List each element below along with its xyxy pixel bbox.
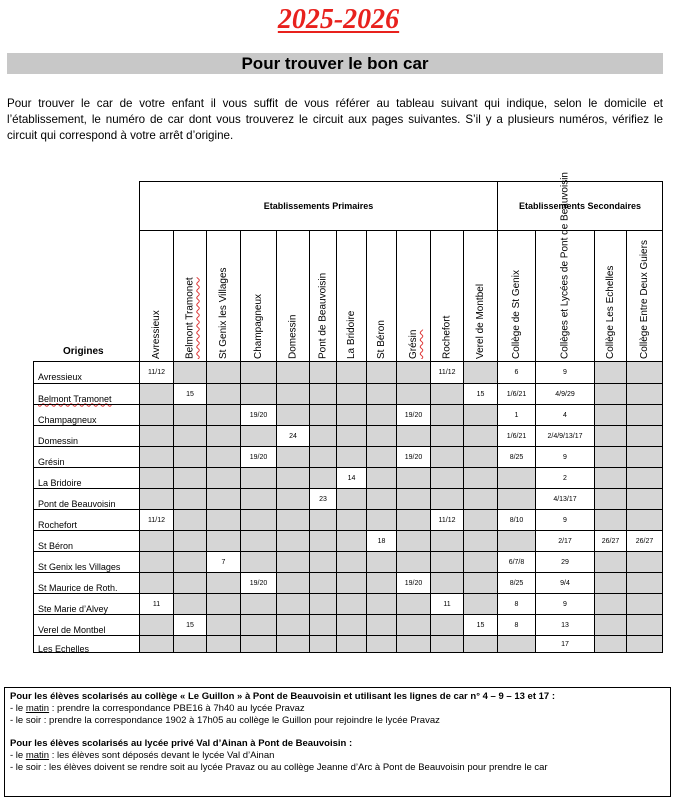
table-cell — [276, 467, 310, 489]
table-cell: 4 — [535, 404, 595, 426]
guillon-note-evening: - le soir : prendre la correspondance 1902 à 17h05 au collège le Guillon pour rejoindre le lycée Pravaz — [10, 715, 440, 726]
table-cell — [309, 509, 337, 531]
table-cell — [139, 467, 174, 489]
table-cell — [336, 488, 367, 510]
table-cell — [463, 509, 498, 531]
table-cell — [240, 488, 277, 510]
table-cell — [430, 614, 464, 636]
table-cell — [626, 593, 663, 615]
table-cell — [594, 425, 627, 447]
column-header-label: Collège de St Genix — [511, 270, 522, 359]
column-header — [240, 230, 277, 362]
table-cell — [173, 635, 207, 653]
table-cell — [366, 551, 397, 573]
table-cell — [594, 614, 627, 636]
row-label-cell — [33, 551, 140, 573]
row-origin-label: Ste Marie d’Alvey — [38, 603, 109, 614]
table-cell — [173, 425, 207, 447]
row-label-cell — [33, 488, 140, 510]
table-cell — [276, 446, 310, 468]
ainan-note-morning — [10, 750, 665, 762]
table-cell — [463, 446, 498, 468]
table-cell: 11/12 — [430, 361, 464, 384]
row-label-cell — [33, 404, 140, 426]
table-cell — [366, 635, 397, 653]
table-cell — [626, 446, 663, 468]
column-header — [396, 230, 431, 362]
table-cell: 14 — [336, 467, 367, 489]
table-cell — [430, 551, 464, 573]
table-cell — [626, 404, 663, 426]
table-cell: 15 — [463, 614, 498, 636]
table-cell — [366, 404, 397, 426]
table-cell — [139, 383, 174, 405]
table-cell — [240, 551, 277, 573]
column-header — [336, 230, 367, 362]
table-cell: 2/17 — [535, 530, 595, 552]
column-header-label: Collège Les Echelles — [605, 265, 616, 359]
row-origin-label: Les Echelles — [38, 643, 90, 654]
row-label-cell — [33, 446, 140, 468]
table-cell — [594, 404, 627, 426]
row-origin-label: Domessin — [38, 435, 79, 446]
table-cell — [173, 509, 207, 531]
table-cell — [139, 551, 174, 573]
table-cell — [396, 551, 431, 573]
table-cell — [276, 404, 310, 426]
table-cell — [309, 551, 337, 573]
table-cell — [173, 404, 207, 426]
table-cell — [497, 467, 536, 489]
table-cell — [366, 509, 397, 531]
table-cell — [594, 467, 627, 489]
table-cell — [206, 530, 241, 552]
row-origin-label: Rochefort — [38, 519, 78, 530]
table-cell — [336, 551, 367, 573]
table-cell — [139, 614, 174, 636]
table-cell — [240, 530, 277, 552]
table-cell — [336, 593, 367, 615]
table-cell — [173, 551, 207, 573]
row-label-cell — [33, 572, 140, 594]
table-cell — [594, 572, 627, 594]
table-cell: 8/25 — [497, 572, 536, 594]
table-cell: 29 — [535, 551, 595, 573]
table-cell — [396, 614, 431, 636]
table-cell — [594, 488, 627, 510]
column-header — [497, 230, 536, 362]
column-header — [276, 230, 310, 362]
table-cell — [309, 572, 337, 594]
table-cell — [336, 530, 367, 552]
table-cell — [430, 530, 464, 552]
row-origin-label: Belmont Tramonet — [38, 393, 112, 404]
table-cell — [206, 572, 241, 594]
table-cell — [626, 614, 663, 636]
table-cell — [139, 530, 174, 552]
table-cell — [309, 404, 337, 426]
table-cell — [276, 593, 310, 615]
table-cell: 15 — [173, 383, 207, 405]
table-cell — [336, 361, 367, 384]
table-cell: 9 — [535, 509, 595, 531]
table-cell — [139, 635, 174, 653]
table-cell — [309, 530, 337, 552]
table-cell: 15 — [173, 614, 207, 636]
table-cell: 19/20 — [240, 404, 277, 426]
table-cell: 19/20 — [396, 404, 431, 426]
table-cell: 24 — [276, 425, 310, 447]
table-cell — [240, 425, 277, 447]
row-label-cell — [33, 509, 140, 531]
row-origin-label: St Maurice de Roth. — [38, 582, 118, 593]
table-cell — [206, 404, 241, 426]
table-cell: 19/20 — [396, 446, 431, 468]
table-cell — [139, 446, 174, 468]
table-cell — [276, 551, 310, 573]
table-cell — [430, 404, 464, 426]
table-cell — [206, 425, 241, 447]
table-cell — [366, 361, 397, 384]
table-cell: 6/7/8 — [497, 551, 536, 573]
table-cell — [139, 488, 174, 510]
table-cell — [396, 383, 431, 405]
table-cell — [366, 383, 397, 405]
table-cell — [626, 361, 663, 384]
table-cell — [594, 551, 627, 573]
table-cell — [396, 635, 431, 653]
table-cell — [139, 404, 174, 426]
table-cell — [336, 635, 367, 653]
table-cell — [206, 488, 241, 510]
table-cell — [430, 383, 464, 405]
column-header — [366, 230, 397, 362]
table-cell — [336, 425, 367, 447]
table-cell — [309, 383, 337, 405]
table-cell — [276, 614, 310, 636]
table-cell — [626, 551, 663, 573]
row-label-cell — [33, 361, 140, 384]
table-cell — [463, 404, 498, 426]
table-cell — [626, 509, 663, 531]
table-cell: 11/12 — [430, 509, 464, 531]
column-header — [463, 230, 498, 362]
row-label-cell — [33, 635, 140, 653]
row-label-cell — [33, 593, 140, 615]
table-cell: 8 — [497, 614, 536, 636]
row-origin-label: Avressieux — [38, 372, 82, 382]
table-cell: 11/12 — [139, 509, 174, 531]
table-cell — [336, 509, 367, 531]
school-year-title: 2025-2026 — [277, 4, 400, 35]
table-cell — [626, 383, 663, 405]
column-header — [535, 172, 595, 362]
column-header-label: Avressieux — [151, 310, 162, 359]
table-cell: 9/4 — [535, 572, 595, 594]
column-header-label: Grésin — [408, 329, 419, 359]
table-cell — [206, 593, 241, 615]
row-origin-label: Verel de Montbel — [38, 624, 106, 635]
table-cell: 4/9/29 — [535, 383, 595, 405]
table-cell — [430, 635, 464, 653]
table-cell — [594, 361, 627, 384]
table-cell — [276, 530, 310, 552]
table-cell — [336, 446, 367, 468]
table-cell: 4/13/17 — [535, 488, 595, 510]
column-header — [594, 230, 627, 362]
table-cell: 19/20 — [240, 572, 277, 594]
table-cell: 19/20 — [240, 446, 277, 468]
table-cell: 18 — [366, 530, 397, 552]
table-cell — [276, 383, 310, 405]
intro-paragraph: Pour trouver le car de votre enfant il vous suffit de vous référer au tableau suivant qui indique, selon le domicile et l’établissement, le numéro de car dont vous trouverez le circuit aux pages suivantes. S’il y a plusieurs numéros, vérifiez le circuit qui correspond à votre arrêt d’origine. — [7, 97, 663, 142]
column-header — [206, 230, 241, 362]
group-header-secondary: Etablissements Secondaires — [497, 181, 663, 231]
column-header-label: Collèges et Lycées de Pont de Beauvoisin — [559, 172, 571, 359]
table-cell — [309, 593, 337, 615]
table-cell — [366, 593, 397, 615]
table-cell — [366, 614, 397, 636]
table-cell — [139, 425, 174, 447]
table-cell — [430, 467, 464, 489]
table-cell: 11 — [430, 593, 464, 615]
table-cell — [240, 467, 277, 489]
table-cell — [366, 425, 397, 447]
column-header-label: St Béron — [376, 320, 387, 359]
table-cell — [463, 635, 498, 653]
table-cell: 23 — [309, 488, 337, 510]
table-cell — [396, 530, 431, 552]
table-cell: 9 — [535, 593, 595, 615]
table-cell — [206, 509, 241, 531]
column-header-label: Champagneux — [253, 293, 264, 359]
table-cell — [336, 404, 367, 426]
table-cell — [463, 488, 498, 510]
table-cell — [594, 509, 627, 531]
table-cell — [594, 593, 627, 615]
row-origin-label: Pont de Beauvoisin — [38, 498, 116, 509]
table-cell: 8 — [497, 593, 536, 615]
row-origin-label: St Genix les Villages — [38, 561, 121, 572]
table-cell — [396, 488, 431, 510]
table-cell — [309, 467, 337, 489]
table-cell — [276, 488, 310, 510]
table-cell: 17 — [535, 635, 595, 653]
table-cell — [463, 572, 498, 594]
table-cell — [173, 467, 207, 489]
column-header-label: La Bridoire — [346, 310, 357, 359]
table-cell — [173, 593, 207, 615]
row-label-cell — [33, 530, 140, 552]
table-cell: 26/27 — [626, 530, 663, 552]
table-cell: 15 — [463, 383, 498, 405]
table-cell — [240, 383, 277, 405]
table-cell — [497, 530, 536, 552]
table-cell — [366, 446, 397, 468]
table-cell — [366, 467, 397, 489]
guillon-morning-text: : prendre la correspondance PBE16 à 7h40 au lycée Pravaz — [51, 703, 305, 714]
table-cell — [626, 488, 663, 510]
table-cell — [430, 572, 464, 594]
guillon-morning-word: matin — [25, 703, 50, 714]
table-cell — [463, 467, 498, 489]
table-cell — [309, 446, 337, 468]
table-cell — [173, 488, 207, 510]
table-cell — [206, 446, 241, 468]
row-label-cell — [33, 425, 140, 447]
table-cell — [366, 572, 397, 594]
table-cell — [173, 361, 207, 384]
table-cell — [430, 488, 464, 510]
table-cell: 2/4/9/13/17 — [535, 425, 595, 447]
table-cell — [366, 488, 397, 510]
table-cell: 1 — [497, 404, 536, 426]
table-cell — [240, 593, 277, 615]
table-cell: 26/27 — [594, 530, 627, 552]
table-cell — [430, 446, 464, 468]
row-label-cell — [33, 614, 140, 636]
table-cell — [626, 467, 663, 489]
table-cell — [396, 425, 431, 447]
column-header — [139, 230, 174, 362]
row-label-cell — [33, 383, 140, 405]
column-header — [309, 230, 337, 362]
column-header-label: Belmont Tramonet — [184, 277, 196, 359]
table-cell: 1/6/21 — [497, 383, 536, 405]
table-cell: 9 — [535, 446, 595, 468]
table-cell — [309, 361, 337, 384]
table-cell — [309, 425, 337, 447]
table-cell — [396, 593, 431, 615]
origins-header: Origines — [63, 346, 104, 357]
table-cell — [396, 361, 431, 384]
table-cell — [206, 467, 241, 489]
table-cell — [463, 425, 498, 447]
table-cell: 2 — [535, 467, 595, 489]
table-cell — [463, 593, 498, 615]
column-header-label: Verel de Montbel — [475, 283, 486, 359]
table-cell: 1/6/21 — [497, 425, 536, 447]
table-cell — [173, 530, 207, 552]
table-cell — [276, 509, 310, 531]
table-cell — [206, 361, 241, 384]
guillon-note-morning — [10, 703, 665, 715]
table-cell — [240, 509, 277, 531]
table-cell — [626, 425, 663, 447]
table-cell — [594, 383, 627, 405]
table-cell — [240, 614, 277, 636]
ainan-morning-text: : les élèves sont déposés devant le lycée Val d’Ainan — [51, 750, 275, 761]
table-cell — [276, 361, 310, 384]
table-cell — [594, 635, 627, 653]
table-cell — [497, 635, 536, 653]
table-cell: 9 — [535, 361, 595, 384]
group-header-primary: Etablissements Primaires — [139, 181, 498, 231]
column-header-label: Collège Entre Deux Guiers — [639, 240, 650, 359]
column-header — [173, 230, 207, 362]
table-cell — [139, 572, 174, 594]
table-cell — [626, 635, 663, 653]
table-cell — [430, 425, 464, 447]
page-banner-title: Pour trouver le bon car — [7, 53, 663, 74]
ainan-note-evening: - le soir : les élèves doivent se rendre soit au lycée Pravaz ou au collège Jeanne d’Arc à Pont de Beauvoisin pour prendre le car — [10, 762, 548, 773]
table-cell — [240, 635, 277, 653]
table-cell — [497, 488, 536, 510]
table-cell — [206, 614, 241, 636]
row-origin-label: St Béron — [38, 540, 74, 551]
notes-box — [4, 687, 671, 797]
table-cell — [594, 446, 627, 468]
table-cell — [276, 572, 310, 594]
table-cell — [173, 572, 207, 594]
table-cell — [463, 551, 498, 573]
table-cell — [396, 467, 431, 489]
table-cell — [336, 614, 367, 636]
table-cell: 8/10 — [497, 509, 536, 531]
column-header-label: Domessin — [287, 314, 299, 359]
ainan-morning-word: matin — [25, 750, 50, 761]
table-cell — [463, 530, 498, 552]
table-cell: 19/20 — [396, 572, 431, 594]
column-header-label: St Genix les Villages — [218, 267, 229, 359]
table-cell — [336, 572, 367, 594]
table-cell — [396, 509, 431, 531]
row-origin-label: Grésin — [38, 456, 65, 467]
row-origin-label: La Bridoire — [38, 477, 82, 488]
column-header — [430, 230, 464, 362]
guillon-morning-prefix: - le — [10, 703, 26, 714]
table-cell — [276, 635, 310, 653]
table-cell — [173, 446, 207, 468]
table-cell: 6 — [497, 361, 536, 384]
table-cell — [206, 635, 241, 653]
table-cell: 13 — [535, 614, 595, 636]
table-cell: 11/12 — [139, 361, 174, 384]
guillon-note-title: Pour les élèves scolarisés au collège « Le Guillon » à Pont de Beauvoisin et utilisant les lignes de car n° 4 – 9 – 13 et 17 : — [10, 691, 555, 702]
table-cell — [309, 614, 337, 636]
table-cell — [336, 383, 367, 405]
table-cell — [463, 361, 498, 384]
ainan-note-title: Pour les élèves scolarisés au lycée privé Val d’Ainan à Pont de Beauvoisin : — [10, 738, 353, 749]
table-cell: 11 — [139, 593, 174, 615]
table-cell: 8/25 — [497, 446, 536, 468]
ainan-morning-prefix: - le — [10, 750, 26, 761]
table-cell — [309, 635, 337, 653]
table-cell — [240, 361, 277, 384]
table-cell: 7 — [206, 551, 241, 573]
table-cell — [206, 383, 241, 405]
table-cell — [626, 572, 663, 594]
column-header-label: Pont de Beauvoisin — [317, 272, 329, 359]
column-header-label: Rochefort — [441, 315, 453, 359]
column-header — [626, 230, 663, 362]
row-label-cell — [33, 467, 140, 489]
row-origin-label: Champagneux — [38, 414, 97, 425]
